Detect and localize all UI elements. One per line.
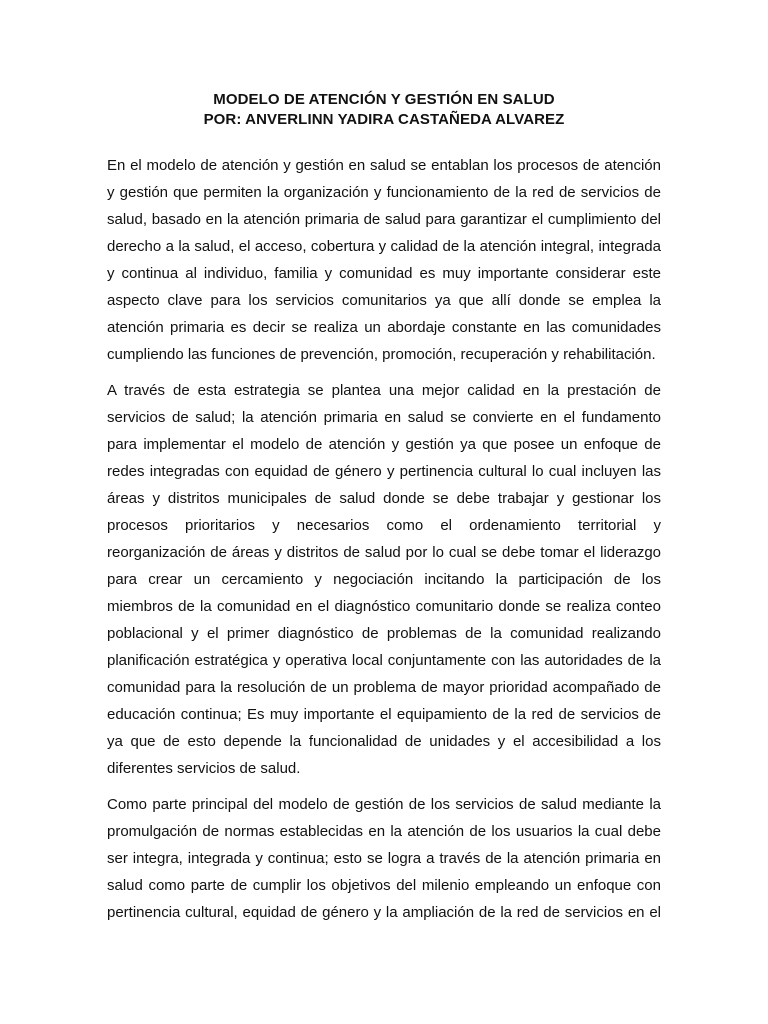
text-line: miembros de la comunidad en el diagnóstico comunitario donde se realiza conteo <box>107 598 661 615</box>
text-line: pertinencia cultural, equidad de género y la ampliación de la red de servicios en el <box>107 904 661 921</box>
text-line: diferentes servicios de salud. <box>107 760 301 777</box>
document-header <box>0 90 768 130</box>
paragraph-2 <box>107 377 661 782</box>
text-line: educación continua; Es muy importante el equipamiento de la red de servicios de <box>107 706 661 723</box>
text-line: salud como parte de cumplir los objetivos del milenio empleando un enfoque con <box>107 877 661 894</box>
text-line: salud, basado en la atención primaria de salud para garantizar el cumplimiento del <box>107 211 661 228</box>
text-line: para implementar el modelo de atención y gestión ya que posee un enfoque de <box>107 436 661 453</box>
text-line: áreas y distritos municipales de salud donde se debe trabajar y gestionar los <box>107 490 661 507</box>
text-line: derecho a la salud, el acceso, cobertura y calidad de la atención integral, integrada <box>107 238 661 255</box>
text-line: reorganización de áreas y distritos de salud por lo cual se debe tomar el liderazgo <box>107 544 661 561</box>
text-line: y gestión que permiten la organización y funcionamiento de la red de servicios de <box>107 184 661 201</box>
document-body <box>107 152 661 935</box>
document-author: POR: ANVERLINN YADIRA CASTAÑEDA ALVAREZ <box>203 111 565 128</box>
paragraph-1 <box>107 152 661 368</box>
text-line: ya que de esto depende la funcionalidad de unidades y el accesibilidad a los <box>107 733 661 750</box>
text-line: planificación estratégica y operativa local conjuntamente con las autoridades de la <box>107 652 661 669</box>
text-line: atención primaria es decir se realiza un abordaje constante en las comunidades <box>107 319 661 336</box>
text-line: Como parte principal del modelo de gestión de los servicios de salud mediante la <box>107 796 661 813</box>
document-title: MODELO DE ATENCIÓN Y GESTIÓN EN SALUD <box>213 91 555 108</box>
text-line: ser integra, integrada y continua; esto se logra a través de la atención primaria en <box>107 850 661 867</box>
paragraph-3 <box>107 791 661 926</box>
text-line: servicios de salud; la atención primaria en salud se convierte en el fundamento <box>107 409 661 426</box>
text-line: cumpliendo las funciones de prevención, promoción, recuperación y rehabilitación. <box>107 346 656 363</box>
text-line: y continua al individuo, familia y comunidad es muy importante considerar este <box>107 265 661 282</box>
text-line: aspecto clave para los servicios comunitarios ya que allí donde se emplea la <box>107 292 661 309</box>
text-line: para crear un cercamiento y negociación incitando la participación de los <box>107 571 661 588</box>
text-line: comunidad para la resolución de un problema de mayor prioridad acompañado de <box>107 679 661 696</box>
text-line: En el modelo de atención y gestión en salud se entablan los procesos de atención <box>107 157 661 174</box>
text-line: poblacional y el primer diagnóstico de problemas de la comunidad realizando <box>107 625 661 642</box>
text-line: redes integradas con equidad de género y pertinencia cultural lo cual incluyen las <box>107 463 661 480</box>
text-line: promulgación de normas establecidas en la atención de los usuarios la cual debe <box>107 823 661 840</box>
text-line: procesos prioritarios y necesarios como el ordenamiento territorial y <box>107 517 661 534</box>
text-line: A través de esta estrategia se plantea una mejor calidad en la prestación de <box>107 382 661 399</box>
